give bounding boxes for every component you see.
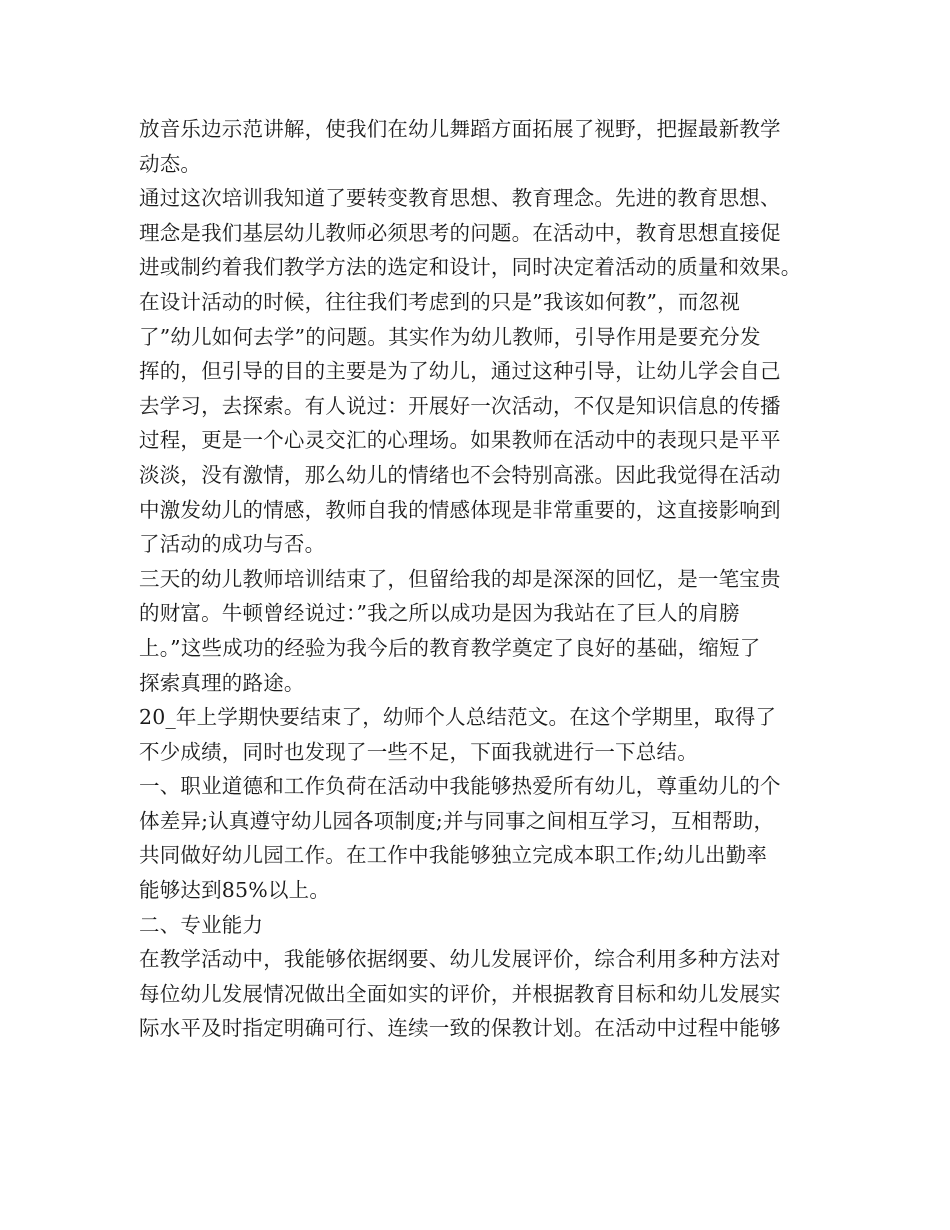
text-line: 中激发幼儿的情感，教师自我的情感体现是非常重要的，这直接影响到 xyxy=(139,497,781,522)
text-line: 去学习，去探索。有人说过：开展好一次活动，不仅是知识信息的传播 xyxy=(139,393,781,418)
text-line: 二、专业能力 xyxy=(139,912,264,937)
text-line: 能够达到85%以上。 xyxy=(139,878,331,903)
text-line: 每位幼儿发展情况做出全面如实的评价，并根据教育目标和幼儿发展实 xyxy=(139,981,781,1006)
document-body xyxy=(139,112,819,1046)
text-line: 际水平及时指定明确可行、连续一致的保教计划。在活动中过程中能够 xyxy=(139,1016,781,1041)
text-line: 探索真理的路途。 xyxy=(139,670,305,695)
text-line: 了活动的成功与否。 xyxy=(139,532,326,557)
text-line: 三天的幼儿教师培训结束了，但留给我的却是深深的回忆，是一笔宝贵 xyxy=(139,566,781,591)
text-line: 通过这次培训我知道了要转变教育思想、教育理念。先进的教育思想、 xyxy=(139,186,781,211)
text-line: 放音乐边示范讲解，使我们在幼儿舞蹈方面拓展了视野，把握最新教学 xyxy=(139,117,781,141)
text-line: 体差异;认真遵守幼儿园各项制度;并与同事之间相互学习，互相帮助， xyxy=(139,808,775,833)
text-line: 共同做好幼儿园工作。在工作中我能够独立完成本职工作;幼儿出勤率 xyxy=(139,843,768,868)
text-line: 上。”这些成功的经验为我今后的教育教学奠定了良好的基础，缩短了 xyxy=(139,635,761,660)
text-line: 动态。 xyxy=(139,151,202,176)
text-line: 淡淡，没有激情，那么幼儿的情绪也不会特别高涨。因此我觉得在活动 xyxy=(139,462,781,487)
text-line: 不少成绩，同时也发现了一些不足，下面我就进行一下总结。 xyxy=(139,739,698,764)
text-line: 在设计活动的时候，往往我们考虑到的只是”我该如何教”，而忽视 xyxy=(139,289,740,314)
text-line: 进或制约着我们教学方法的选定和设计，同时决定着活动的质量和效果。 xyxy=(139,255,802,280)
text-line: 一、职业道德和工作负荷在活动中我能够热爱所有幼儿，尊重幼儿的个 xyxy=(139,774,781,799)
text-line: 理念是我们基层幼儿教师必须思考的问题。在活动中，教育思想直接促 xyxy=(139,220,781,245)
text-line: 在教学活动中，我能够依据纲要、幼儿发展评价，综合利用多种方法对 xyxy=(139,947,781,972)
text-line: 的财富。牛顿曾经说过：”我之所以成功是因为我站在了巨人的肩膀 xyxy=(139,601,740,626)
text-line: 挥的，但引导的目的主要是为了幼儿，通过这种引导，让幼儿学会自己 xyxy=(139,359,781,384)
text-line: 过程，更是一个心灵交汇的心理场。如果教师在活动中的表现只是平平 xyxy=(139,428,781,453)
text-line: 了”幼儿如何去学”的问题。其实作为幼儿教师，引导作用是要充分发 xyxy=(139,324,761,349)
text-line: 20_年上学期快要结束了，幼师个人总结范文。在这个学期里，取得了 xyxy=(139,705,777,730)
